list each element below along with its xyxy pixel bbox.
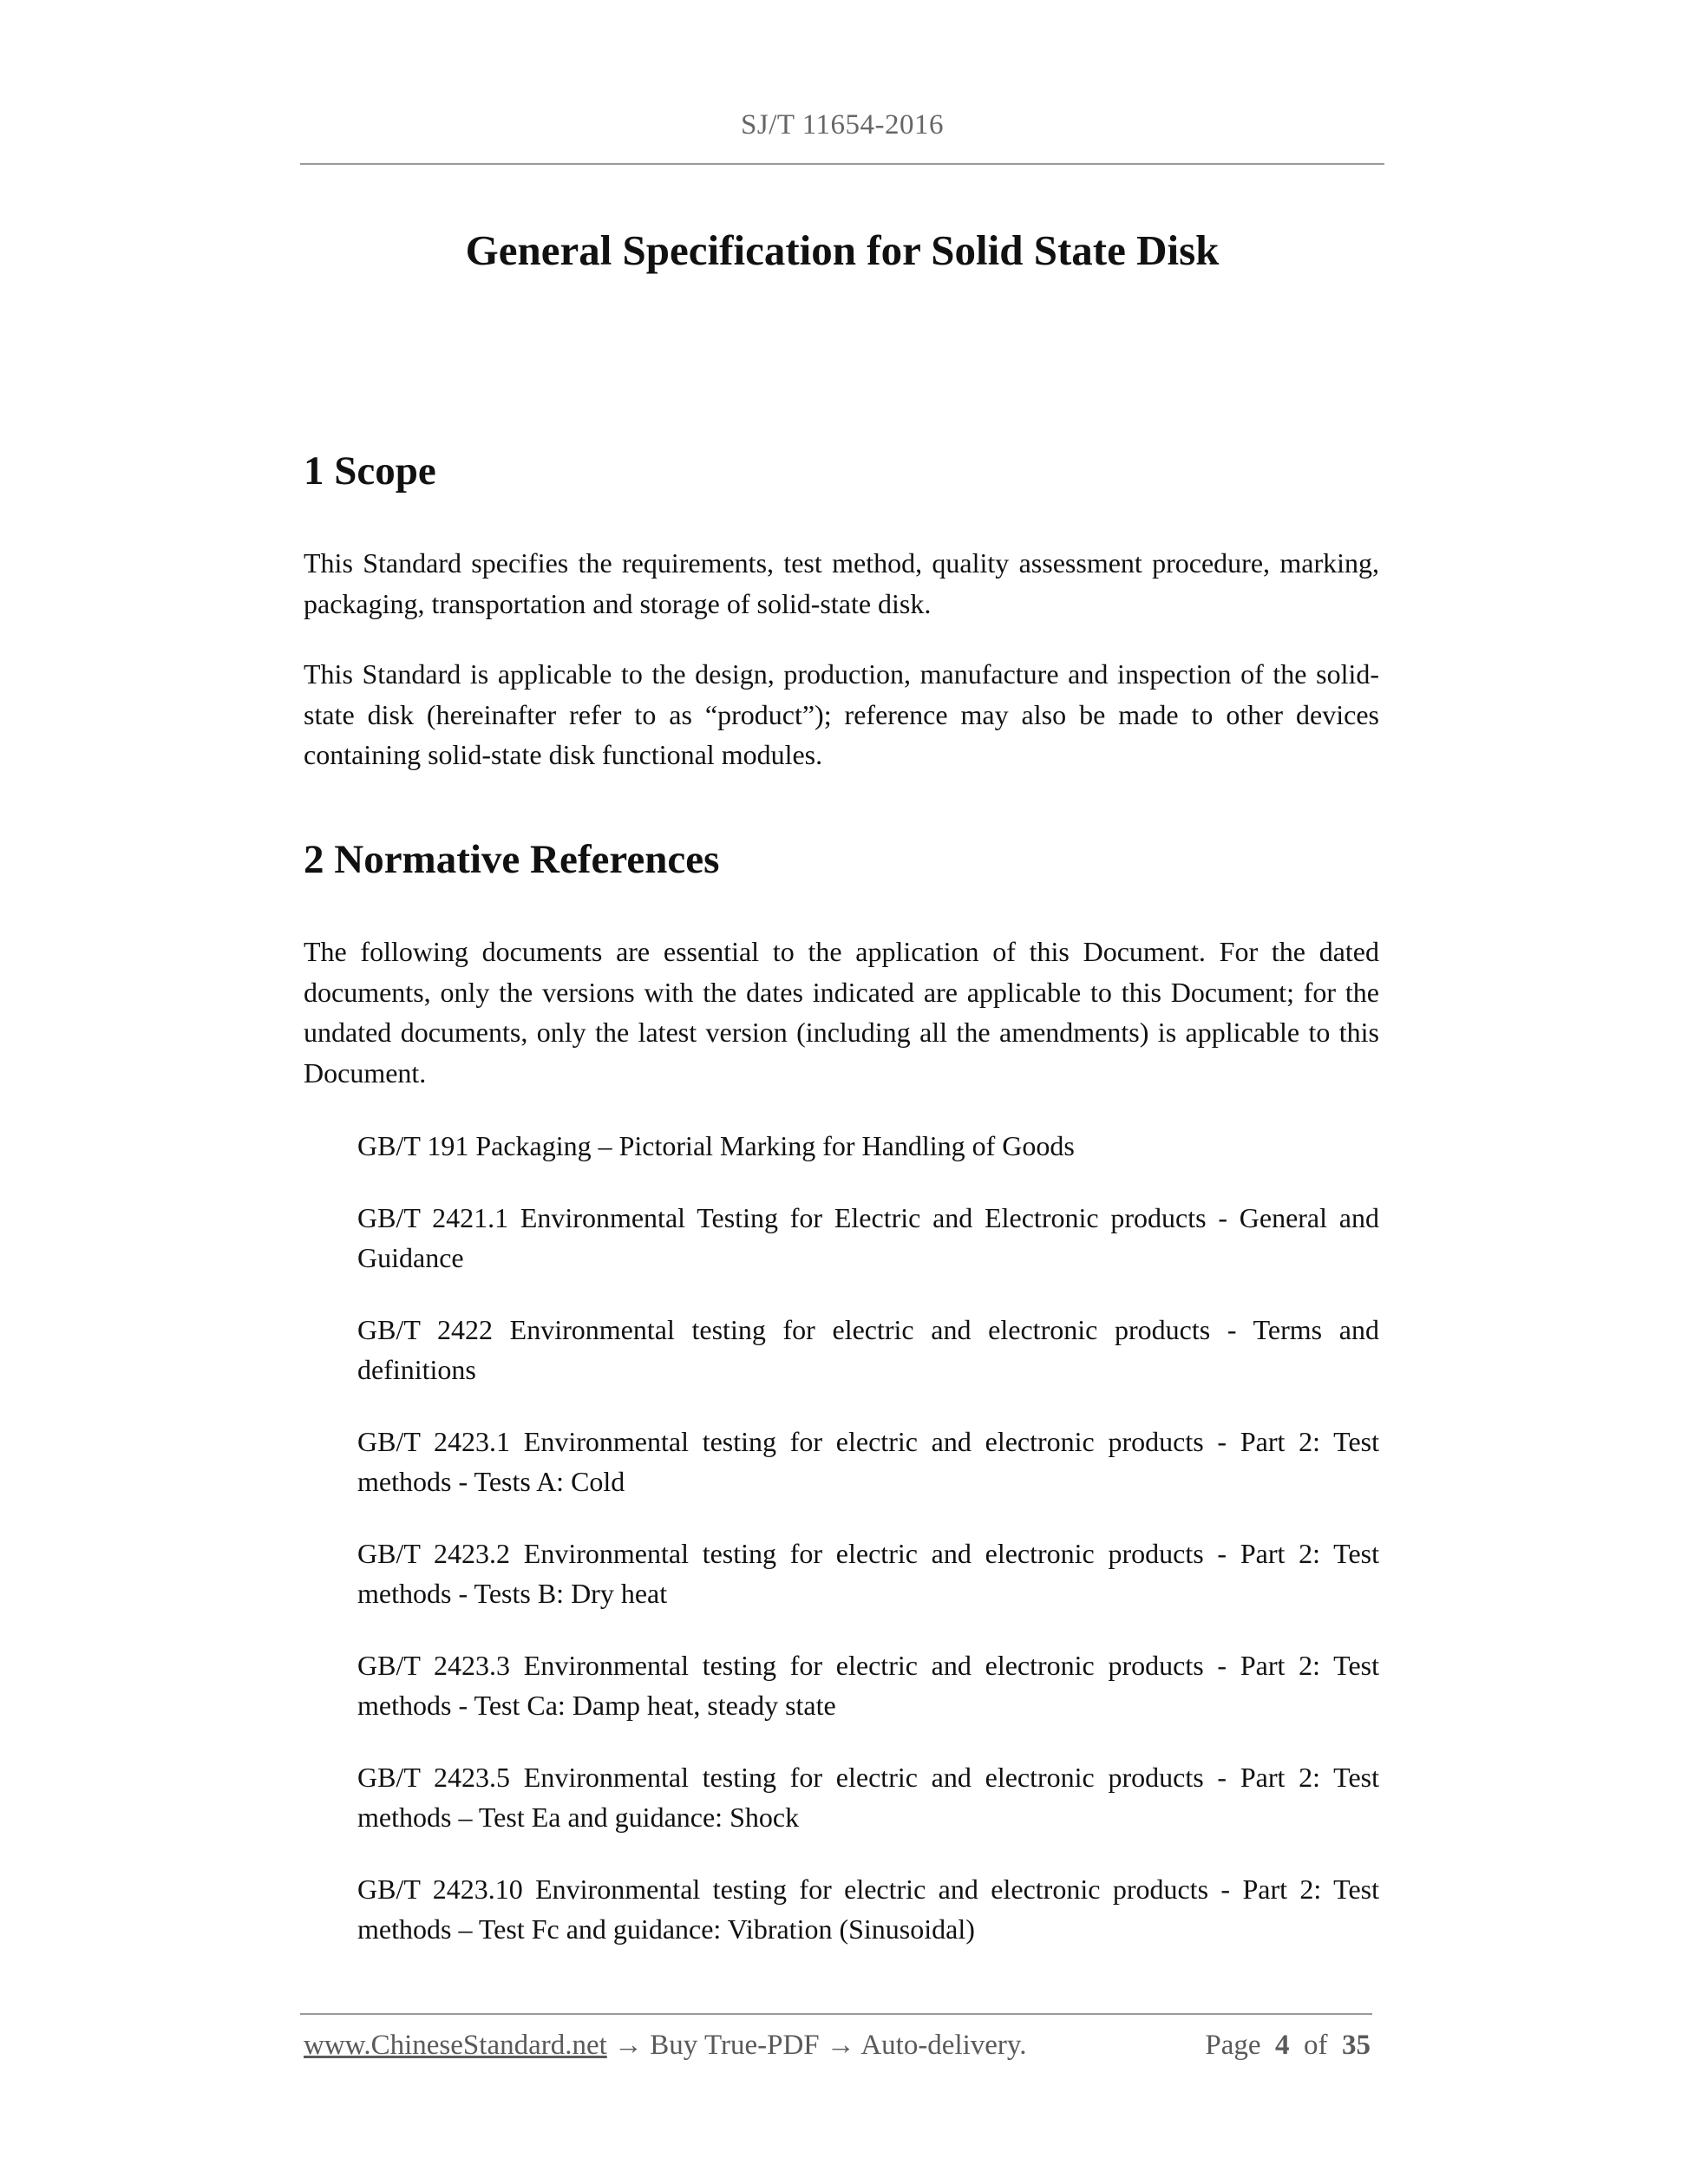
page-footer bbox=[304, 2030, 1371, 2070]
running-header: SJ/T 11654-2016 bbox=[741, 109, 944, 141]
arrow-right-icon: → bbox=[826, 2030, 855, 2061]
section-heading-normative-references: 2 Normative References bbox=[304, 837, 720, 882]
buy-true-pdf-text: Buy True-PDF bbox=[650, 2030, 820, 2061]
scope-paragraph: This Standard is applicable to the design, production, manufacture and inspection of the solid-state disk (hereinafter refer to as “product”); reference may also be made to other devices containing solid-state disk functional modules. bbox=[304, 658, 1379, 770]
normative-references-intro: The following documents are essential to the application of this Document. For the dated documents, only the versions with the dates indicated are applicable to this Document; for the undated documents, only the latest version (including all the amendments) is applicable to this Document. bbox=[304, 936, 1379, 1089]
arrow-right-icon: → bbox=[614, 2030, 644, 2061]
page-label: Page bbox=[1205, 2030, 1261, 2061]
header-divider bbox=[300, 163, 1384, 165]
reference-item: GB/T 2421.1 Environmental Testing for Electric and Electronic products - General and Guidance bbox=[357, 1201, 1379, 1273]
reference-item: GB/T 2423.2 Environmental testing for electric and electronic products - Part 2: Test methods - Tests B: Dry heat bbox=[357, 1537, 1379, 1609]
document-title: General Specification for Solid State Disk bbox=[465, 226, 1220, 274]
reference-item: GB/T 2423.5 Environmental testing for electric and electronic products - Part 2: Test methods – Test Ea and guidance: Shock bbox=[357, 1761, 1379, 1833]
reference-item: GB/T 2423.10 Environmental testing for electric and electronic products - Part 2: Test methods – Test Fc and guidance: Vibration (Sinusoidal) bbox=[357, 1873, 1379, 1945]
reference-list bbox=[357, 1126, 1379, 1981]
total-pages-number: 35 bbox=[1342, 2030, 1371, 2061]
reference-item: GB/T 2423.3 Environmental testing for electric and electronic products - Part 2: Test methods - Test Ca: Damp heat, steady state bbox=[357, 1649, 1379, 1721]
reference-item: GB/T 2422 Environmental testing for electric and electronic products - Terms and definitions bbox=[357, 1313, 1379, 1385]
footer-divider bbox=[300, 2013, 1372, 2015]
section-heading-scope: 1 Scope bbox=[304, 448, 436, 494]
page-counter bbox=[1205, 2030, 1371, 2062]
chinese-standard-link[interactable]: www.ChineseStandard.net bbox=[304, 2030, 607, 2061]
of-label: of bbox=[1304, 2030, 1328, 2061]
current-page-number: 4 bbox=[1275, 2030, 1290, 2061]
reference-item: GB/T 2423.1 Environmental testing for electric and electronic products - Part 2: Test methods - Tests A: Cold bbox=[357, 1425, 1379, 1497]
scope-paragraph: This Standard specifies the requirements, test method, quality assessment procedure, marking, packaging, transportation and storage of solid-state disk. bbox=[304, 547, 1379, 619]
auto-delivery-text: Auto-delivery. bbox=[860, 2030, 1027, 2061]
footer-promo bbox=[304, 2030, 1027, 2062]
reference-item: GB/T 191 Packaging – Pictorial Marking for Handling of Goods bbox=[357, 1130, 1075, 1161]
